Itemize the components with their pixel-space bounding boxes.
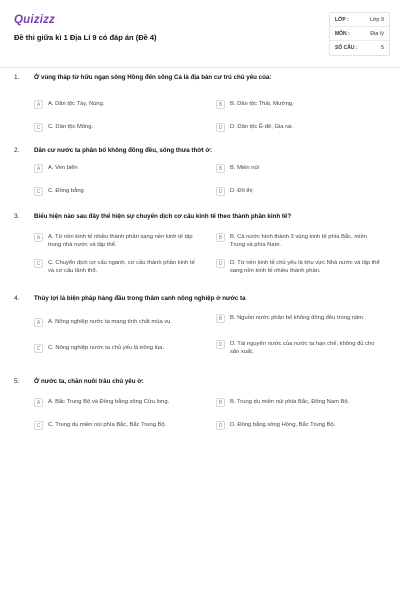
header-divider <box>0 67 400 68</box>
option-text: A. Bắc Trung Bộ và Đồng bằng sông Cửu long. <box>48 399 170 405</box>
meta-box <box>329 12 390 56</box>
option-letter: C <box>34 259 43 268</box>
option-c[interactable] <box>34 187 198 196</box>
option-text: B. Trung du miền núi phía Bắc, Đông Nam Bộ. <box>230 399 350 405</box>
option-letter: A <box>34 398 43 407</box>
option-d[interactable] <box>216 187 380 196</box>
question-3 <box>0 213 400 295</box>
meta-value: Lớp 9 <box>369 16 384 23</box>
option-text: C. Nông nghiệp nước ta chủ yếu là trồng lúa. <box>48 345 164 351</box>
option-letter: B <box>216 398 225 407</box>
option-letter: C <box>34 421 43 430</box>
option-letter: B <box>216 314 225 323</box>
option-letter: C <box>34 123 43 132</box>
option-text: B. Cả nước hình thành 3 vùng kinh tế phía Bắc, miền Trung và phía Nam. <box>230 234 367 249</box>
meta-row-class <box>330 13 389 27</box>
question-2 <box>0 147 400 213</box>
option-letter: D <box>216 259 225 268</box>
question-list <box>0 74 400 448</box>
option-text: C. Dân tộc Mông. <box>48 124 94 130</box>
option-text: B. Miền núi <box>230 165 259 171</box>
option-letter: A <box>34 100 43 109</box>
option-letter: A <box>34 164 43 173</box>
option-text: C. Đồng bằng <box>48 188 84 194</box>
question-text: Thủy lợi là biện pháp hàng đầu trong thâm canh nông nghiệp ở nước ta <box>34 295 246 302</box>
question-number: 1. <box>14 74 20 81</box>
question-text: Biểu hiện nào sau đây thể hiện sự chuyển dịch cơ cấu kinh tế theo thành phần kinh tế? <box>34 213 292 220</box>
option-letter: B <box>216 164 225 173</box>
option-text: A. Từ nền kinh tế nhiều thành phần sang nền kinh tế tập trung nhà nước và tập thể. <box>48 234 193 249</box>
option-text: A. Nông nghiệp nước ta mang tính chất mùa vụ. <box>48 319 173 325</box>
option-text: D. Đô thị <box>230 188 253 194</box>
option-text: C. Chuyển dịch cơ cấu ngành, cơ cấu thành phần kinh tế và cơ cấu lãnh thổ. <box>48 260 195 275</box>
question-number: 2. <box>14 147 20 154</box>
meta-label: SỐ CÂU : <box>335 45 358 51</box>
option-text: B. Dân tộc Thái, Mường. <box>230 101 294 107</box>
question-number: 5. <box>14 378 20 385</box>
question-5 <box>0 378 400 448</box>
option-d[interactable] <box>216 340 380 357</box>
option-c[interactable] <box>34 123 198 132</box>
option-a[interactable] <box>34 233 198 250</box>
option-b[interactable] <box>216 398 380 407</box>
option-letter: B <box>216 233 225 242</box>
option-letter: D <box>216 340 225 349</box>
question-number: 3. <box>14 213 20 220</box>
option-letter: A <box>34 318 43 327</box>
option-c[interactable] <box>34 344 198 353</box>
option-c[interactable] <box>34 259 198 276</box>
option-d[interactable] <box>216 259 380 276</box>
option-c[interactable] <box>34 421 198 430</box>
option-a[interactable] <box>34 318 198 327</box>
page-title: Đề thi giữa kì 1 Địa Lí 9 có đáp án (Đề 4) <box>14 33 157 42</box>
option-text: A. Ven biển <box>48 165 78 171</box>
option-text: B. Nguồn nước phân bố không đồng đều trong năm. <box>230 315 365 321</box>
meta-row-question-count <box>330 41 389 55</box>
option-d[interactable] <box>216 421 380 430</box>
option-text: A. Dân tộc Tày, Nùng. <box>48 101 105 107</box>
option-b[interactable] <box>216 164 380 173</box>
question-4 <box>0 295 400 378</box>
option-letter: C <box>34 344 43 353</box>
option-letter: B <box>216 100 225 109</box>
question-number: 4. <box>14 295 20 302</box>
option-b[interactable] <box>216 100 380 109</box>
option-text: C. Trung du miền núi phía Bắc, Bắc Trung Bộ. <box>48 422 167 428</box>
meta-label: LỚP : <box>335 16 349 23</box>
meta-row-subject <box>330 27 389 41</box>
meta-value: 5 <box>380 45 384 51</box>
option-b[interactable] <box>216 314 380 323</box>
option-text: D. Đồng bằng sông Hồng, Bắc Trung Bộ. <box>230 422 336 428</box>
option-letter: C <box>34 187 43 196</box>
meta-value: Địa lý <box>370 30 384 37</box>
option-text: D. Tài nguyên nước của nước ta hạn chế, không đủ cho sản xuất. <box>230 341 375 356</box>
quizizz-logo: Quizizz <box>14 14 56 26</box>
option-letter: D <box>216 421 225 430</box>
worksheet-header <box>0 0 400 66</box>
option-d[interactable] <box>216 123 380 132</box>
meta-label: MÔN : <box>335 30 350 37</box>
question-text: Ở vùng tháp từ hữu ngạn sông Hồng đến sông Cả là địa bàn cư trú chủ yếu của: <box>34 74 272 81</box>
question-text: Dân cư nước ta phân bố không đồng đều, sống thưa thớt ở: <box>34 147 212 154</box>
option-letter: D <box>216 123 225 132</box>
question-text: Ở nước ta, chăn nuôi trâu chủ yếu ở: <box>34 378 144 385</box>
option-b[interactable] <box>216 233 380 250</box>
option-a[interactable] <box>34 164 198 173</box>
option-letter: D <box>216 187 225 196</box>
option-letter: A <box>34 233 43 242</box>
question-1 <box>0 74 400 147</box>
option-text: D. Dân tộc Ê-đê, Gia rai. <box>230 124 294 130</box>
option-a[interactable] <box>34 100 198 109</box>
option-text: D. Từ nền kinh tế chủ yếu là khu vực Nhà nước và tập thể sang nền kinh tế nhiều thành phần. <box>230 260 380 275</box>
option-a[interactable] <box>34 398 198 407</box>
